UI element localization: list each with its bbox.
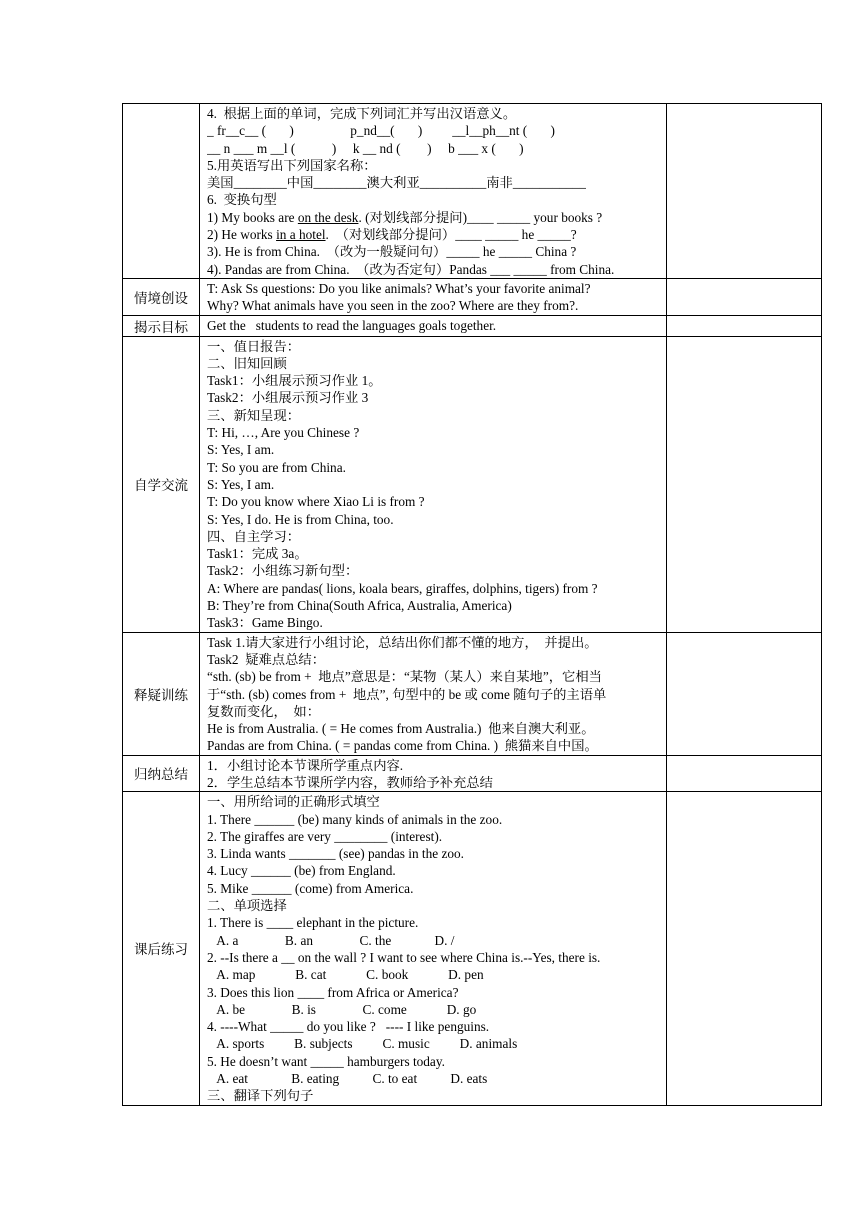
content-line: Task2：小组练习新句型：	[207, 563, 359, 579]
content-line: 二、旧知回顾	[207, 355, 287, 371]
table-row-reveal-goals	[123, 315, 822, 336]
content-line: 一、值日报告：	[207, 338, 301, 354]
content-line: 6. 变换句型	[207, 192, 277, 208]
content-line: 2) He works in a hotel. （对划线部分提问）____ _____ he _____?	[207, 227, 577, 243]
content-line: Get the students to read the languages goals together.	[207, 317, 497, 333]
content-line: 4. ----What _____ do you like ? ---- I like penguins.	[207, 1019, 490, 1035]
content-line: T: Ask Ss questions: Do you like animals? What’s your favorite animal?	[207, 280, 591, 296]
content-line: 2．学生总结本节课所学内容，教师给予补充总结	[207, 774, 493, 790]
notes-cell	[667, 336, 822, 632]
table-row-self-study-exchange	[123, 336, 822, 632]
content-line: _ fr__c__ ( ) p_nd__( ) __l__ph__nt ( )	[207, 123, 555, 139]
content-line: 四、自主学习：	[207, 528, 301, 544]
table-row-clarification-training	[123, 632, 822, 755]
content-line: 2. The giraffes are very ________ (interest).	[207, 828, 443, 844]
content-line: 三、新知呈现：	[207, 407, 301, 423]
content-line: 1．小组讨论本节课所学重点内容.	[207, 757, 404, 773]
content-line: T: So you are from China.	[207, 459, 346, 475]
content-line: Task2 疑难点总结：	[207, 651, 325, 667]
lesson-plan-table	[122, 103, 822, 1106]
content-line: “sth. (sb) be from + 地点”意思是：“某物（某人）来自某地”，它相当	[207, 669, 602, 685]
content-line: He is from Australia. ( = He comes from Australia.) 他来自澳大利亚。	[207, 721, 595, 737]
row-content	[200, 104, 667, 279]
content-line: A. map B. cat C. book D. pen	[207, 967, 484, 983]
content-line: 1) My books are on the desk. (对划线部分提问)____ _____ your books ?	[207, 209, 603, 225]
content-line: 三、翻译下列句子	[207, 1088, 314, 1104]
row-content	[200, 792, 667, 1105]
row-content	[200, 632, 667, 755]
notes-cell	[667, 278, 822, 315]
content-line: A: Where are pandas( lions, koala bears, giraffes, dolphins, tigers) from ?	[207, 580, 598, 596]
content-line: 4). Pandas are from China. （改为否定句）Pandas ___ _____ from China.	[207, 261, 615, 277]
row-content	[200, 755, 667, 792]
content-line: S: Yes, I am.	[207, 442, 275, 458]
table-row-situation-setup	[123, 278, 822, 315]
content-line: T: Do you know where Xiao Li is from ?	[207, 494, 425, 510]
row-content	[200, 278, 667, 315]
row-label: 情境创设	[123, 278, 200, 315]
content-line: 5.用英语写出下列国家名称：	[207, 157, 377, 173]
content-line: 复数而变化， 如：	[207, 703, 321, 719]
row-label: 揭示目标	[123, 315, 200, 336]
content-line: 2. --Is there a __ on the wall ? I want to see where China is.--Yes, there is.	[207, 949, 601, 965]
content-line: 3. Linda wants _______ (see) pandas in the zoo.	[207, 846, 465, 862]
content-line: 4. Lucy ______ (be) from England.	[207, 863, 396, 879]
content-line: Task1：完成 3a。	[207, 546, 308, 562]
content-line: Task2：小组展示预习作业 3	[207, 390, 369, 406]
content-line: Pandas are from China. ( = pandas come from China. ) 熊猫来自中国。	[207, 738, 598, 754]
content-line: B: They’re from China(South Africa, Australia, America)	[207, 598, 512, 614]
content-line: 3. Does this lion ____ from Africa or America?	[207, 984, 459, 1000]
notes-cell	[667, 315, 822, 336]
content-line: Why? What animals have you seen in the zoo? Where are they from?.	[207, 298, 579, 314]
content-line: A. be B. is C. come D. go	[207, 1001, 477, 1017]
notes-cell	[667, 792, 822, 1105]
row-label: 自学交流	[123, 336, 200, 632]
row-label: 释疑训练	[123, 632, 200, 755]
lesson-plan-body	[123, 104, 822, 1106]
table-row-summary	[123, 755, 822, 792]
content-line: T: Hi, …, Are you Chinese ?	[207, 425, 360, 441]
notes-cell	[667, 632, 822, 755]
content-line: 5. Mike ______ (come) from America.	[207, 880, 414, 896]
row-label: 课后练习	[123, 792, 200, 1105]
content-line: 1. There is ____ elephant in the picture.	[207, 915, 419, 931]
content-line: A. eat B. eating C. to eat D. eats	[207, 1071, 488, 1087]
row-content	[200, 315, 667, 336]
table-row-review-exercises	[123, 104, 822, 279]
content-line: 美国________中国________澳大利亚__________南非___________	[207, 175, 586, 191]
content-line: 5. He doesn’t want _____ hamburgers today.	[207, 1053, 445, 1069]
content-line: Task1：小组展示预习作业 1。	[207, 373, 382, 389]
content-line: Task 1.请大家进行小组讨论，总结出你们都不懂的地方， 并提出。	[207, 634, 598, 650]
content-line: 一、用所给词的正确形式填空	[207, 794, 380, 810]
content-line: 4. 根据上面的单词，完成下列词汇并写出汉语意义。	[207, 106, 517, 121]
content-line: Task3：Game Bingo.	[207, 615, 323, 631]
notes-cell	[667, 104, 822, 279]
row-label	[123, 104, 200, 279]
content-line: __ n ___ m __l ( ) k __ nd ( ) b ___ x ( )	[207, 140, 524, 156]
table-row-after-class-practice	[123, 792, 822, 1105]
content-line: S: Yes, I am.	[207, 476, 275, 492]
content-line: 于“sth. (sb) comes from + 地点”, 句型中的 be 或 come 随句子的主语单	[207, 686, 607, 702]
row-content	[200, 336, 667, 632]
content-line: S: Yes, I do. He is from China, too.	[207, 511, 394, 527]
content-line: 二、单项选择	[207, 898, 287, 914]
row-label: 归纳总结	[123, 755, 200, 792]
content-line: A. sports B. subjects C. music D. animals	[207, 1036, 518, 1052]
content-line: A. a B. an C. the D. /	[207, 932, 455, 948]
content-line: 3). He is from China. （改为一般疑问句）_____ he _____ China ?	[207, 244, 577, 260]
notes-cell	[667, 755, 822, 792]
content-line: 1. There ______ (be) many kinds of animals in the zoo.	[207, 811, 503, 827]
